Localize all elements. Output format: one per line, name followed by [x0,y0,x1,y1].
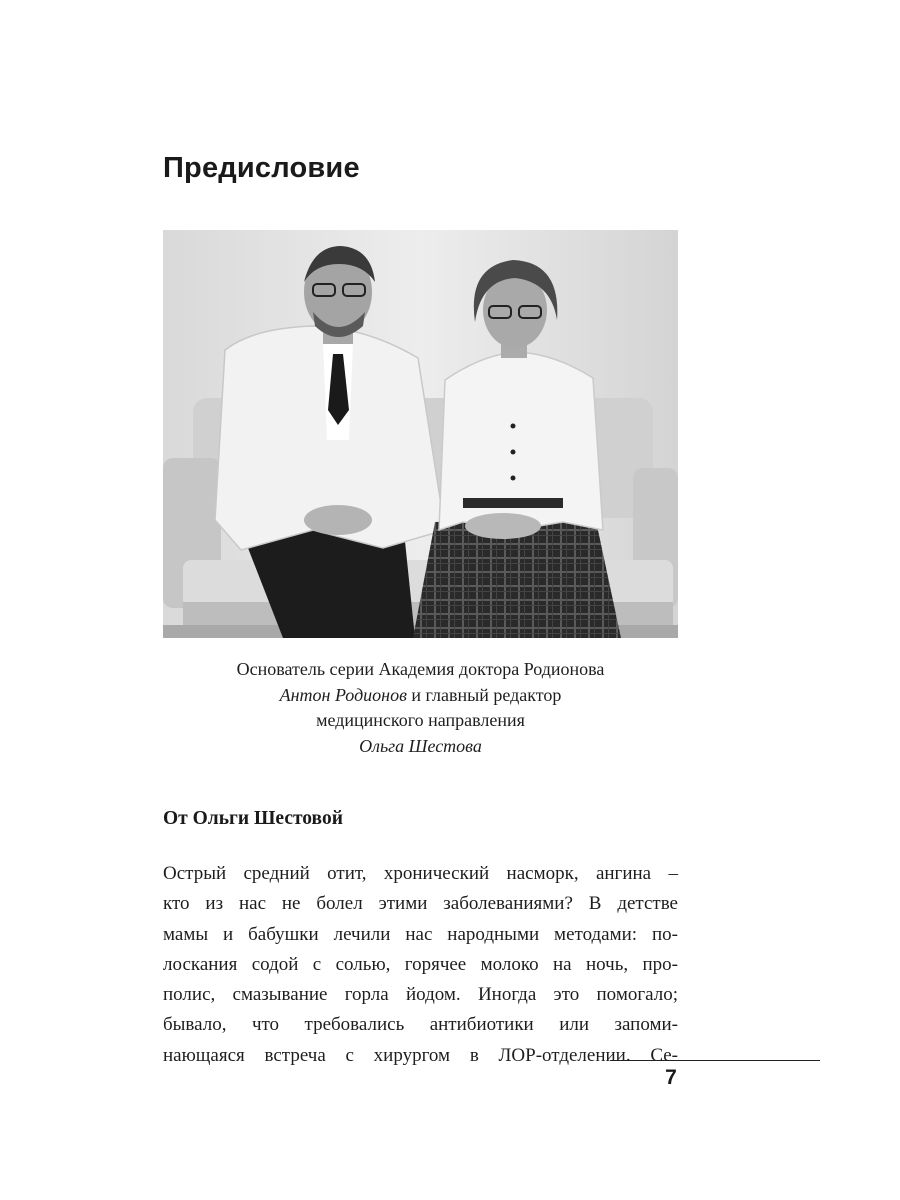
body-line: кто из нас не болел этими заболеваниями? В детстве [163,893,678,915]
caption-line-1: Основатель серии Академия доктора Родионова [236,659,605,679]
page-number: 7 [665,1066,677,1089]
caption-name-shestova: Ольга Шестова [359,735,482,756]
body-line: полис, смазывание горла йодом. Иногда это помогало; [163,984,678,1006]
body-line: лоскания содой с солью, горячее молоко на ночь, про- [163,953,678,975]
body-paragraph [163,859,678,1071]
caption-line-2 [163,683,678,709]
photo-caption [163,657,678,759]
footer-rule [610,1060,820,1061]
body-line: Острый средний отит, хронический насморк, ангина – [163,863,678,884]
body-line: нающаяся встреча с хирургом в ЛОР-отделении. Се- [163,1044,678,1066]
caption-line-4 [163,734,678,760]
caption-line-2-rest: и главный редактор [406,684,562,705]
section-heading: От Ольги Шестовой [163,808,343,829]
caption-line-3: медицинского направления [316,710,525,730]
page-title: Предисловие [163,152,360,184]
caption-name-rodionov: Антон Родионов [279,684,407,705]
body-line: бывало, что требовались антибиотики или запоми- [163,1014,678,1036]
body-line: мамы и бабушки лечили нас народными методами: по- [163,923,678,945]
photo [163,230,678,638]
